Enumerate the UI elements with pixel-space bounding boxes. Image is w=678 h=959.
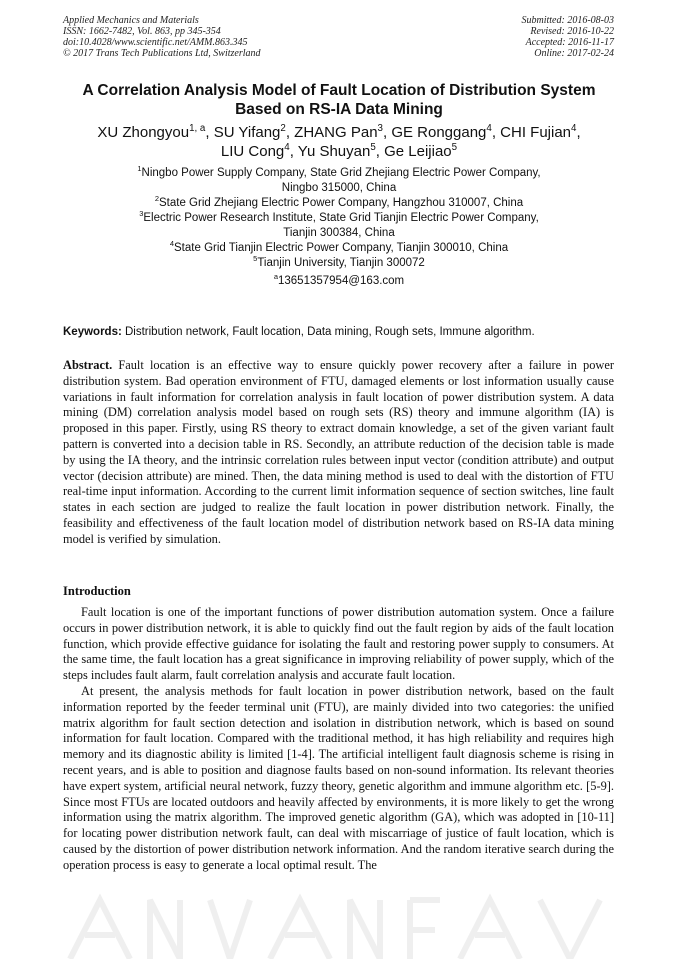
affiliation-3-cont: Tianjin 300384, China [283, 227, 395, 239]
author-name: , CHI Fujian [491, 124, 572, 141]
author-name: LIU Cong [220, 143, 285, 160]
affiliation-1 [60, 166, 618, 181]
doi: doi:10.4028/www.scientific.net/AMM.863.345 [63, 37, 248, 48]
title-line-1: A Correlation Analysis Model of Fault Location of Distribution System [82, 82, 596, 99]
author-name: , ZHANG Pan [285, 124, 378, 141]
dates-info [522, 15, 615, 59]
affiliation-sup: 2 [154, 194, 159, 204]
author-name: , SU Yifang [205, 124, 281, 141]
author-list [60, 123, 618, 161]
affiliation-sup: 1 [137, 164, 142, 174]
author-affil-sup: 4 [284, 142, 290, 153]
journal-info [63, 15, 261, 59]
author-affil-sup: 2 [280, 123, 286, 134]
affiliation-text: State Grid Zhejiang Electric Power Company, Hangzhou 310007, China [159, 197, 524, 209]
watermark-graphic [0, 880, 678, 959]
affiliation-1-cont: Ningbo 315000, China [281, 182, 397, 194]
issn: ISSN: 1662-7482, Vol. 863, pp 345-354 [63, 26, 221, 37]
author-affil-sup: 1, a [189, 123, 206, 134]
copyright: © 2017 Trans Tech Publications Ltd, Switzerland [63, 48, 261, 59]
affiliation-2 [60, 196, 618, 211]
section-heading-introduction: Introduction [63, 584, 131, 598]
corresponding-email [60, 272, 618, 287]
title-line-2: Based on RS-IA Data Mining [235, 101, 443, 118]
author-affil-sup: 3 [377, 123, 383, 134]
author-affil-sup: 4 [571, 123, 577, 134]
author-name: , GE Ronggang [382, 124, 487, 141]
paper-title [60, 81, 618, 119]
journal-name: Applied Mechanics and Materials [63, 15, 199, 26]
abstract-text: Fault location is an effective way to ensure quickly power recovery after a failure in power distribution system. Bad operation environment of FTU, damaged elements or lost information usually cause variations in fault information for correlation analysis in fault location of power distribution system. A data mining (DM) correlation analysis model based on rough sets (RS) theory and immune algorithm (IA) is proposed in this paper. Firstly, using RS theory to extract domain knowledge, a set of the given variant fault pattern is converted into a decision table in RS. Secondly, an attribute reduction of the decision table is made by using the IA theory, and the intrinsic correlation rules between input vector (condition attribute) and output vector (decision attribute) are mined. Then, the data mining method is used to deal with the distortion of FTU real-time input information. According to the current limit information sequence of section switches, line fault states in each section are judged to realize the fault location in power distribution network. Finally, the feasibility and effectiveness of the fault location model of distribution network based on RS-IA data mining model is verified by simulation. [63, 358, 614, 546]
author-name: , Yu Shuyan [289, 143, 371, 160]
author-name: XU Zhongyou [97, 124, 190, 141]
keywords [63, 325, 623, 339]
affiliation-text: Electric Power Research Institute, State Grid Tianjin Electric Power Company, [143, 212, 539, 224]
paragraph: At present, the analysis methods for fault location in power distribution network, based on the fault information reported by the feeder terminal unit (FTU), are mainly divided into two categories: the unified matrix algorithm for fault section detection and isolation in distribution network, which is based on sound information for fault location. Compared with the traditional method, it has high reliability and requires high memory and its diagnostic ability is limited [1-4]. The artificial intelligent fault diagnosis scheme is rising in recent years, and is able to position and diagnose faults based on non-sound information. Its relevant theories have expert system, artificial neural network, fuzzy theory, genetic algorithm and immune algorithm etc. [5-9]. Since most FTUs are located outdoors and heavily affected by environments, it is more likely to get the wrong information using the matrix algorithm. The improved genetic algorithm (GA), which was adopted in [10-11] for locating power distribution network fault, can deal with miscarriage of justice of fault location, which is caused by the distortion of power distribution network information. And the random iterative search during the operation process is easy to generate a local optimal result. The [63, 683, 614, 872]
accepted-date: Accepted: 2016-11-17 [525, 37, 614, 48]
email-address[interactable]: 13651357954@163.com [278, 275, 405, 287]
introduction-body [63, 605, 614, 874]
affiliation-sup: 5 [253, 254, 258, 264]
keywords-label: Keywords: [63, 326, 122, 338]
author-affil-sup: 5 [451, 142, 458, 153]
author-affil-sup: 5 [370, 142, 376, 153]
author-line-1 [60, 123, 618, 142]
submitted-date: Submitted: 2016-08-03 [521, 15, 614, 26]
abstract-label: Abstract. [63, 358, 113, 372]
paragraph: Fault location is one of the important functions of power distribution automation system. Once a failure occurs in power distribution network, it is able to quickly find out the fault region by aids of the fault location function, which provide effective guidance for isolating the fault and restoring power supply to consumers. At the same time, the fault location has a great significance in improving reliability of power supply, which of the steps includes fault alarm, fault correlation analysis and accurate fault location. [63, 605, 614, 683]
author-line-2 [60, 142, 618, 161]
affiliation-text: State Grid Tianjin Electric Power Company, Tianjin 300010, China [174, 242, 509, 254]
author-separator: , [576, 124, 581, 141]
affiliation-5 [60, 256, 618, 271]
affiliations [60, 166, 618, 271]
author-name: , Ge Leijiao [375, 143, 452, 160]
revised-date: Revised: 2016-10-22 [530, 26, 614, 37]
affiliation-text: Tianjin University, Tianjin 300072 [257, 257, 425, 269]
affiliation-3 [60, 211, 618, 226]
abstract [63, 358, 614, 548]
affiliation-sup: 3 [139, 209, 144, 219]
online-date: Online: 2017-02-24 [534, 48, 614, 59]
affiliation-sup: 4 [169, 239, 175, 249]
email-sup: a [273, 272, 278, 282]
affiliation-4 [60, 241, 618, 256]
author-affil-sup: 4 [486, 123, 492, 134]
keywords-text: Distribution network, Fault location, Data mining, Rough sets, Immune algorithm. [121, 326, 535, 338]
affiliation-text: Ningbo Power Supply Company, State Grid Zhejiang Electric Power Company, [141, 167, 541, 179]
